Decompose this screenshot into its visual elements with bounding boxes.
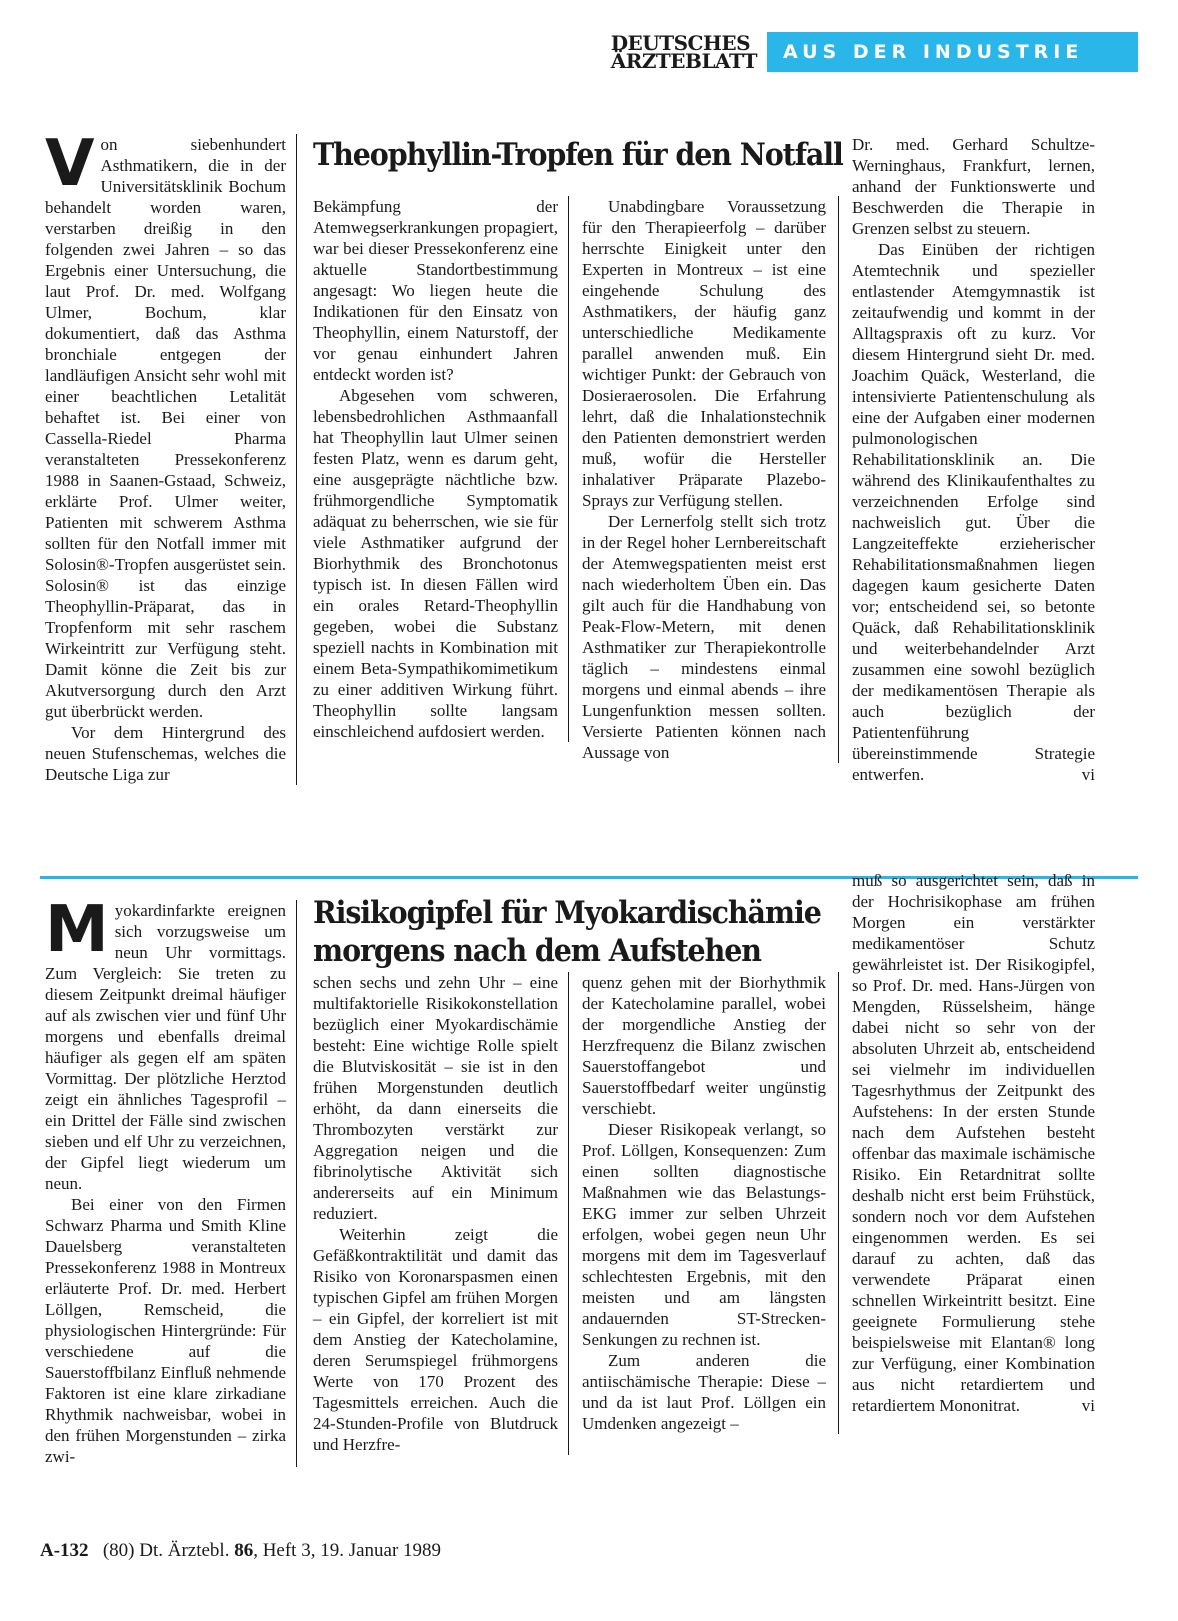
paragraph: quenz gehen mit der Biorhythmik der Katecholamine parallel, wobei der morgendliche Anstieg der Herzfrequenz die Bilanz zwischen Sauerstoffangebot und Sauerstoffbedarf weiter ungünstig verschiebt. [582, 973, 826, 1118]
masthead-line-2: ÄRZTEBLATT [610, 49, 757, 73]
paragraph: Bekämpfung der Atemwegserkrankungen propagiert, war bei dieser Pressekonferenz eine aktuelle Standortbestimmung angesagt: Wo liegen heute die Indikationen für den Einsatz von Theophyllin, einem Naturstoff, der vor genau einhundert Jahren entdeckt worden ist? [313, 197, 558, 384]
page-footer [40, 1540, 441, 1562]
paragraph: Unabdingbare Voraussetzung für den Therapieerfolg – darüber herrschte Einigkeit unter den Experten in Montreux – ist eine eingehende Schulung des Asthmatikers, der häufig ganz unterschiedliche Medikamente parallel anwenden muß. Ein wichtiger Punkt: der Gebrauch von Dosieraerosolen. Die Erfahrung lehrt, daß die Inhalationstechnik den Patienten demonstriert werden muß, wofür die Hersteller inhalativer Präparate Plazebo-Sprays zur Verfügung stellen. [582, 197, 826, 510]
article2-column-1 [45, 893, 297, 1467]
author-signoff: vi [1081, 765, 1095, 784]
paragraph: Dieser Risikopeak verlangt, so Prof. Löllgen, Konsequenzen: Zum einen sollten diagnostische Maßnahmen wie das Belastungs-EKG immer zur selben Uhrzeit erfolgen, wobei gegen neun Uhr morgens mit dem im Tagesverlauf schlechtesten Ergebnis, mit den meisten und am längsten andauernden ST-Strecken-Senkungen zu rechnen ist. [582, 1120, 826, 1349]
paragraph: on siebenhundert Asthmatikern, die in der Universitätsklinik Bochum behandelt worden waren, verstarben dreißig in den folgenden zwei Jahren – so das Ergebnis einer Untersuchung, die laut Prof. Dr. med. Wolfgang Ulmer, Bochum, klar dokumentiert, daß das Asthma bronchiale entgegen der landläufigen Ansicht sehr wohl mit einer beachtlichen Letalität behaftet ist. Bei einer von Cassella-Riedel Pharma veranstalteten Pressekonferenz 1988 in Saanen-Gstaad, Schweiz, erklärte Prof. Ulmer weiter, Patienten mit schwerem Asthma sollten für den Notfall immer mit Solosin®-Tropfen ausgerüstet sein. Solosin® ist das einzige Theophyllin-Präparat, das in Tropfenform mit sehr raschem Wirkeintritt zur Verfügung steht. Damit könne die Zeit bis zur Akutversorgung durch den Arzt gut überbrückt werden. [45, 135, 286, 721]
paragraph: Abgesehen vom schweren, lebensbedrohlichen Asthmaanfall hat Theophyllin laut Ulmer seinen festen Platz, wenn es darum geht, eine ausgeprägte nächtliche bzw. frühmorgendliche Symptomatik adäquat zu beherrschen, wie sie für viele Asthmatiker aufgrund der Biorhythmik des Bronchotonus typisch ist. In diesen Fällen wird ein orales Retard-Theophyllin gegeben, wobei die Substanz speziell nachts in Kombination mit einem Beta-Sympathikomimetikum zu einer additiven Wirkung führt. Theophyllin sollte langsam einschleichend aufdosiert werden. [313, 386, 558, 741]
paragraph: yokardinfarkte ereignen sich vorzugsweise um neun Uhr vormittags. Zum Vergleich: Sie treten zu diesem Zeitpunkt dreimal häufiger auf als zwischen vier und fünf Uhr morgens und ebenfalls dreimal häufiger als gegen elf am späten Vormittag. Der plötzliche Herztod zeigt ein ähnliches Tagesprofil – ein Drittel der Fälle sind zwischen sieben und elf Uhr zu verzeichnen, der Gipfel liegt wiederum um neun. [45, 901, 286, 1193]
article-theophyllin [0, 127, 1178, 864]
paragraph: Der Lernerfolg stellt sich trotz in der Regel hoher Lernbereitschaft der Atemwegspatienten meist erst nach wiederholtem Üben ein. Das gilt auch für die Handhabung von Peak-Flow-Metern, mit denen Asthmatiker zur Therapiekontrolle täglich – mindestens einmal morgens und einmal abends – ihre Lungenfunktion messen sollten. Versierte Patienten können nach Aussage von [582, 512, 826, 762]
article2-column-3 [582, 972, 839, 1434]
paragraph: Vor dem Hintergrund des neuen Stufenschemas, welches die Deutsche Liga zur [45, 723, 286, 784]
paragraph: muß so ausgerichtet sein, daß in der Hochrisikophase am frühen Morgen ein verstärkter medikamentöser Schutz gewährleistet ist. Der Risikogipfel, so Prof. Dr. med. Hans-Jürgen von Mengden, Rüsselsheim, hänge dabei nicht so sehr von der absoluten Uhrzeit ab, entscheidend sei vielmehr im individuellen Tagesrhythmus der Zeitpunkt des Aufstehens: In der ersten Stunde nach dem Aufstehen besteht offenbar das maximale ischämische Risiko. Ein Retardnitrat sollte deshalb nicht erst beim Frühstück, sondern noch vor dem Aufstehen eingenommen werden. Es sei darauf zu achten, daß das verwendete Präparat einen schnellen Wirkeintritt besitzt. Eine geeignete Formulierung stehe beispielsweise mit Elantan® long zur Verfügung, einer Kombination aus nicht retardiertem und retardiertem Mononitrat. vi [852, 871, 1095, 1415]
paragraph: Weiterhin zeigt die Gefäßkontraktilität und damit das Risiko von Koronarspasmen einen typischen Gipfel am frühen Morgen – ein Gipfel, der korreliert ist mit dem Anstieg der Katecholamine, deren Serumspiegel frühmorgens Werte von 170 Prozent des Tagesmittels erreichen. Auch die 24-Stunden-Profile von Blutdruck und Herzfre- [313, 1225, 558, 1454]
article1-column-1 [45, 127, 297, 785]
paragraph: Zum anderen die antiischämische Therapie: Diese – und da ist laut Prof. Löllgen ein Umdenken angezeigt – [582, 1351, 826, 1433]
page-header [611, 32, 1138, 72]
paragraph: schen sechs und zehn Uhr – eine multifaktorielle Risikokonstellation bezüglich einer Myokardischämie besteht: Eine wichtige Rolle spielt die Blutviskosität – sie ist in den frühen Morgenstunden deutlich erhöht, da dann einerseits die Thrombozyten verstärkt zur Aggregation neigen und die fibrinolytische Aktivität sich andererseits auf ein Minimum reduziert. [313, 973, 558, 1223]
paragraph: Dr. med. Gerhard Schultze-Werninghaus, Frankfurt, lernen, anhand der Funktionswerte und Beschwerden die Therapie in Grenzen selbst zu steuern. [852, 135, 1095, 238]
citation-prefix: (80) Dt. Ärztebl. [102, 1540, 230, 1561]
article1-headline: Theophyllin-Tropfen für den Notfall [313, 137, 843, 173]
author-signoff: vi [1081, 1396, 1095, 1415]
article1-column-2 [313, 196, 569, 742]
masthead-logo [611, 32, 767, 72]
headline-line-2: morgens nach dem Aufstehen [313, 933, 761, 969]
article2-column-2 [313, 972, 569, 1455]
article1-column-3 [582, 196, 839, 763]
masthead-line-1: DEUTSCHES [610, 31, 751, 55]
article1-column-4 [852, 134, 1095, 785]
citation-suffix: , Heft 3, 19. Januar 1989 [253, 1540, 442, 1561]
dropcap: M [45, 893, 109, 967]
page-code: A-132 [40, 1540, 89, 1561]
section-banner: AUS DER INDUSTRIE [767, 32, 1138, 72]
paragraph: Das Einüben der richtigen Atemtechnik und spezieller entlastender Atemgymnastik ist zeitaufwendig und kommt in der Alltagspraxis oft zu kurz. Vor diesem Hintergrund sieht Dr. med. Joachim Quäck, Westerland, die intensivierte Patientenschulung als eine der Aufgaben einer modernen pulmonologischen Rehabilitationsklinik an. Die während des Klinikaufenthaltes zu verzeichnenden Erfolge sind nachweislich gut. Über die Langzeiteffekte erzieherischer Rehabilitationsmaßnahmen liegen dagegen kaum gesicherte Daten vor; entscheidend sei, so betonte Quäck, daß Rehabilitationsklinik und weiterbehandelnder Arzt zusammen eine sowohl bezüglich der medikamentösen Therapie als auch bezüglich der Patientenführung übereinstimmende Strategie entwerfen. vi [852, 240, 1095, 784]
headline-line-1: Risikogipfel für Myokardischämie [313, 895, 821, 931]
dropcap: V [45, 127, 95, 201]
article2-column-4 [852, 870, 1095, 1416]
paragraph: Bei einer von den Firmen Schwarz Pharma und Smith Kline Dauelsberg veranstalteten Pressekonferenz 1988 in Montreux erläuterte Prof. Dr. med. Herbert Löllgen, Remscheid, die physiologischen Hintergründe: Für verschiedene auf die Sauerstoffbilanz Einfluß nehmende Faktoren ist eine klare zirkadiane Rhythmik nachweisbar, wobei in den frühen Morgenstunden – zirka zwi- [45, 1195, 286, 1466]
article2-headline [313, 894, 821, 970]
volume-number: 86 [234, 1540, 254, 1561]
article-myokardischaemie [0, 871, 1178, 1536]
